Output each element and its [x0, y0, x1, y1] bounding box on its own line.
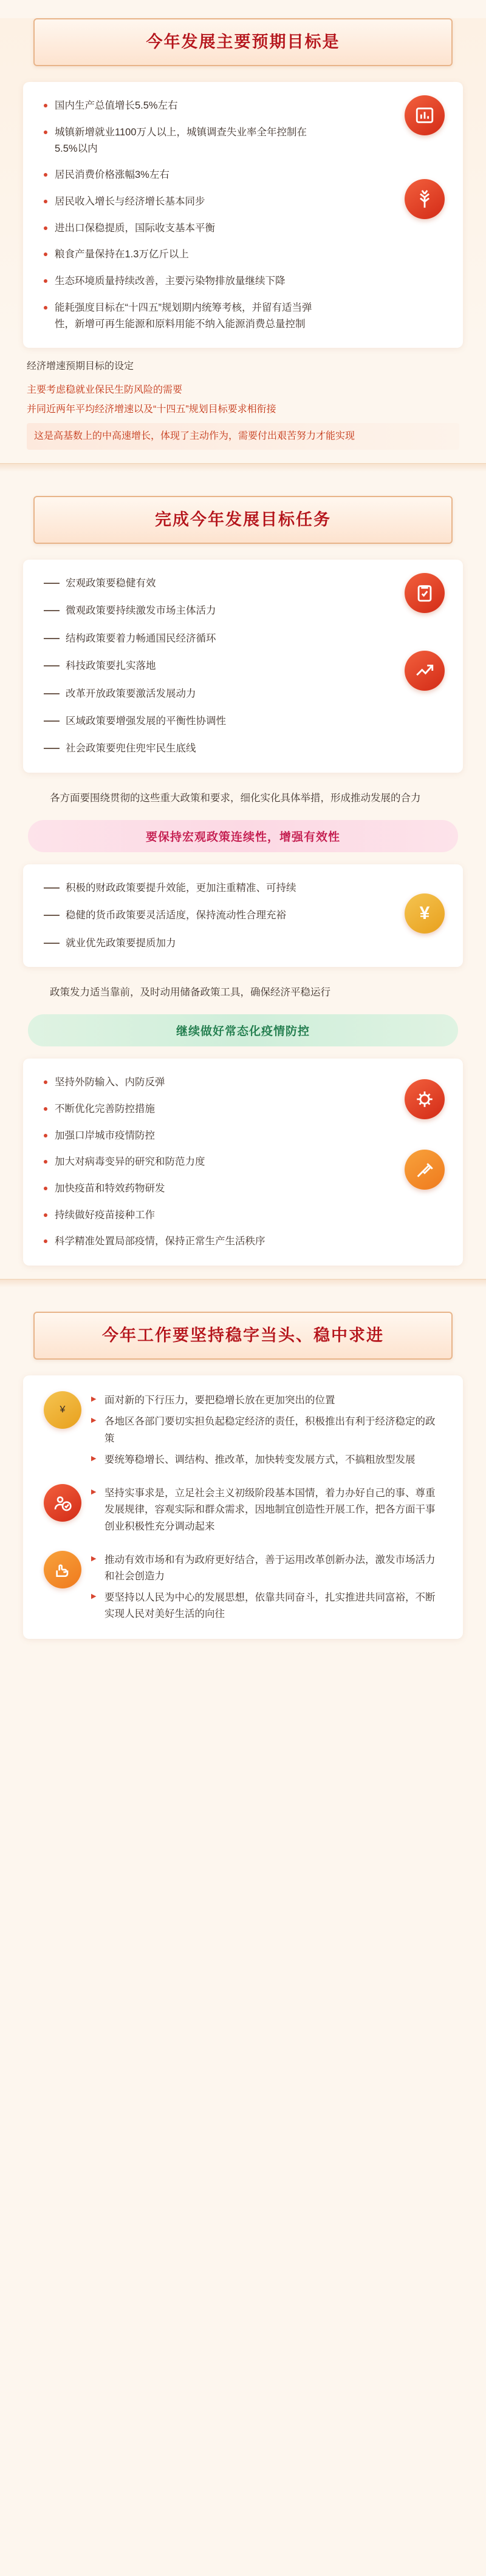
goals-list	[44, 98, 442, 332]
item-line: ▶ 要统筹稳增长、调结构、推改革，加快转变发展方式，不搞粗放型发展	[91, 1452, 442, 1468]
section-header-3	[33, 1312, 453, 1360]
macro-policy-card	[23, 864, 463, 967]
item-text-group	[91, 1484, 442, 1535]
explanation-line: 并同近两年平均经济增速以及“十四五”规划目标要求相衔接	[27, 404, 276, 415]
section-title-3: 今年工作要坚持稳字当头、稳中求进	[102, 1326, 384, 1345]
policy-note: 各方面要围绕贯彻的这些重大政策和要求，细化实化具体举措，形成推动发展的合力	[50, 792, 421, 804]
policies-card	[23, 560, 463, 773]
list-item	[44, 1551, 442, 1623]
list-item: 生态环境质量持续改善，主要污染物排放量继续下降	[44, 273, 329, 290]
list-item: 就业优先政策要提质加力	[44, 935, 329, 951]
item-line: ▶ 要坚持以人民为中心的发展思想，依靠共同奋斗，扎实推进共同富裕，不断实现人民对美好生活的向往	[91, 1590, 442, 1622]
section-development-goals	[0, 18, 486, 478]
list-item	[44, 1391, 442, 1468]
section-steady-progress	[0, 1312, 486, 1656]
syringe-icon	[405, 1150, 445, 1190]
clipboard-check-icon	[405, 573, 445, 613]
goals-card	[23, 82, 463, 348]
macro-note-block	[23, 978, 463, 1003]
chart-bar-icon	[405, 95, 445, 135]
item-line: ▶ 坚持实事求是，立足社会主义初级阶段基本国情，着力办好自己的事、尊重发展规律，容观实际和群众需求，因地制宜创造性开展工作，把各方面干事创业积极性充分调动起来	[91, 1485, 442, 1535]
epidemic-list	[44, 1074, 442, 1250]
item-line: ▶ 面对新的下行压力，要把稳增长放在更加突出的位置	[91, 1392, 442, 1409]
item-text-group	[91, 1391, 442, 1468]
list-item: 科学精准处置局部疫情，保持正常生产生活秩序	[44, 1233, 329, 1250]
item-line: ▶ 推动有效市场和有为政府更好结合，善于运用改革创新办法，激发市场活力和社会创造力	[91, 1552, 442, 1585]
subsection-header-epidemic	[28, 1014, 458, 1046]
list-item	[44, 1484, 442, 1535]
list-item: 居民收入增长与经济增长基本同步	[44, 194, 329, 210]
yuan-symbol: ¥	[60, 1405, 66, 1415]
people-check-icon	[44, 1484, 81, 1522]
money-bag-icon	[405, 893, 445, 934]
yuan-coin-icon	[44, 1391, 81, 1429]
list-item: 社会政策要兜住兜牢民生底线	[44, 741, 329, 756]
hand-gear-icon	[44, 1551, 81, 1588]
list-item: 进出口保稳提质，国际收支基本平衡	[44, 220, 329, 237]
item-text-group	[91, 1551, 442, 1623]
list-item: 微观政策要持续激发市场主体活力	[44, 603, 329, 619]
list-item: 加大对病毒变异的研究和防范力度	[44, 1154, 329, 1170]
section-title-1: 今年发展主要预期目标是	[146, 33, 340, 51]
list-item: 能耗强度目标在“十四五”规划期内统筹考核，并留有适当弹性，新增可再生能源和原料用能不纳入能源消费总量控制	[44, 300, 329, 332]
explanation-lead: 经济增速预期目标的设定	[27, 361, 134, 372]
subsection-title-macro: 要保持宏观政策连续性，增强有效性	[145, 830, 340, 844]
list-item: 宏观政策要稳健有效	[44, 575, 329, 591]
list-item: 坚持外防输入、内防反弹	[44, 1074, 329, 1091]
epidemic-card	[23, 1059, 463, 1266]
section-header-2	[33, 496, 453, 544]
explanation-highlight: 这是高基数上的中高速增长，体现了主动作为，需要付出艰苦努力才能实现	[27, 423, 459, 450]
list-item: 加强口岸城市疫情防控	[44, 1128, 329, 1144]
list-item: 粮食产量保持在1.3万亿斤以上	[44, 246, 329, 263]
list-item: 居民消费价格涨幅3%左右	[44, 167, 329, 183]
list-item: 积极的财政政策要提升效能，更加注重精准、可持续	[44, 880, 329, 896]
list-item: 结构政策要着力畅通国民经济循环	[44, 631, 329, 646]
list-item: 改革开放政策要激活发展动力	[44, 686, 329, 702]
subsection-header-macro	[28, 820, 458, 852]
policy-note-block	[23, 784, 463, 809]
explanation-line: 主要考虑稳就业保民生防风险的需要	[27, 384, 183, 395]
yuan-symbol: ¥	[419, 903, 430, 923]
virus-icon	[405, 1079, 445, 1119]
list-item: 持续做好疫苗接种工作	[44, 1207, 329, 1224]
list-item: 稳健的货币政策要灵活适度，保持流动性合理充裕	[44, 907, 329, 923]
steady-progress-card	[23, 1375, 463, 1638]
list-item: 国内生产总值增长5.5%左右	[44, 98, 329, 114]
policy-list	[44, 575, 442, 757]
wheat-icon	[405, 179, 445, 219]
list-item: 城镇新增就业1100万人以上，城镇调查失业率全年控制在5.5%以内	[44, 124, 329, 157]
list-item: 不断优化完善防控措施	[44, 1101, 329, 1117]
macro-policy-list	[44, 880, 442, 951]
list-item: 加快疫苗和特效药物研发	[44, 1181, 329, 1197]
list-item: 科技政策要扎实落地	[44, 658, 329, 674]
item-line: ▶ 各地区各部门要切实担负起稳定经济的责任，积极推出有利于经济稳定的政策	[91, 1414, 442, 1446]
section-divider	[0, 463, 486, 472]
report-page	[0, 18, 486, 1674]
section-header-1	[33, 18, 453, 66]
section-title-2: 完成今年发展目标任务	[155, 510, 331, 529]
macro-note: 政策发力适当靠前，及时动用储备政策工具，确保经济平稳运行	[50, 987, 330, 998]
list-item: 区域政策要增强发展的平衡性协调性	[44, 713, 329, 729]
section-complete-goals	[0, 496, 486, 1293]
growth-chart-icon	[405, 651, 445, 691]
section-divider	[0, 1279, 486, 1287]
growth-target-explanation	[27, 359, 459, 450]
subsection-title-epidemic: 继续做好常态化疫情防控	[176, 1025, 310, 1039]
